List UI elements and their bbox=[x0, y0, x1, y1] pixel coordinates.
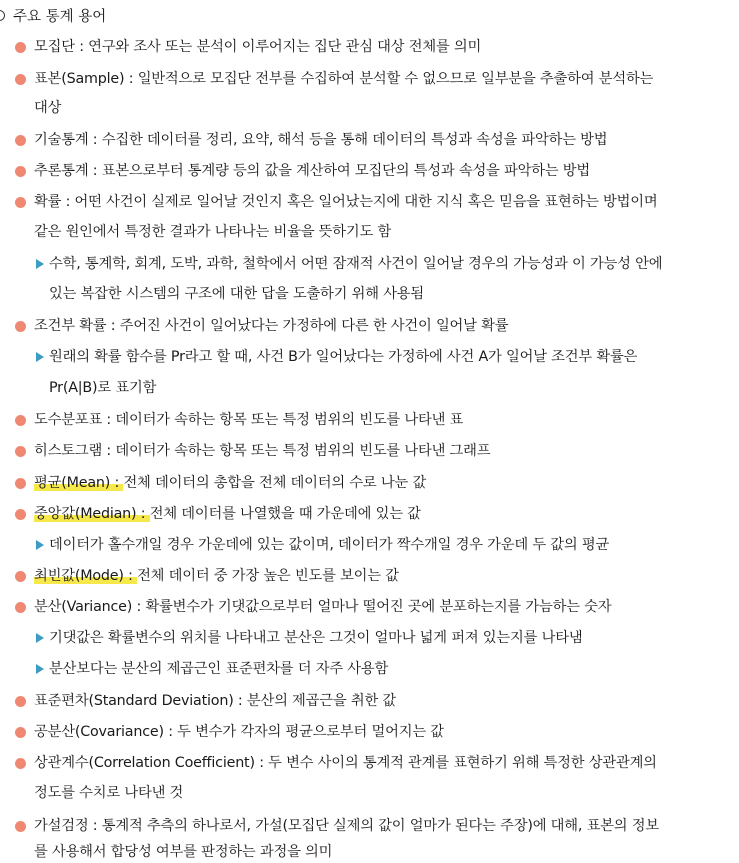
term-name-highlighted: 중앙값(Median) : bbox=[34, 506, 150, 522]
arrow-right-icon bbox=[36, 352, 44, 362]
bullet-dot-icon bbox=[15, 415, 26, 426]
term-histogram bbox=[34, 440, 734, 462]
term-definition: : 표본으로부터 통계량 등의 값을 계산하여 모집단의 특성과 속성을 파악하는 방법 bbox=[88, 163, 591, 179]
term-definition: : 일반적으로 모집단 전부를 수집하여 분석할 수 없으므로 일부분을 추출하여 분석하는 bbox=[124, 71, 654, 87]
bullet-dot-icon bbox=[15, 321, 26, 332]
term-name-highlighted: 평균(Mean) : bbox=[34, 475, 124, 491]
term-mean bbox=[34, 472, 734, 494]
bullet-dot-icon bbox=[15, 821, 26, 832]
variance-note-2: 분산보다는 분산의 제곱근인 표준편차를 더 자주 사용함 bbox=[49, 661, 389, 677]
section-title-text: 주요 통계 용어 bbox=[13, 9, 107, 25]
term-hypothesis-test bbox=[34, 815, 734, 837]
term-probability-continued: 같은 원인에서 특정한 결과가 나타나는 비율을 뜻하기도 함 bbox=[34, 224, 392, 240]
term-name: 표본(Sample) bbox=[34, 71, 125, 87]
probability-note-continued: 있는 복잡한 시스템의 구조에 대한 답을 도출하기 위해 사용됨 bbox=[49, 286, 425, 302]
bullet-dot-icon bbox=[15, 446, 26, 457]
term-name: 표준편차(Standard Deviation) bbox=[34, 693, 234, 709]
bullet-dot-icon bbox=[15, 602, 26, 613]
bullet-dot-icon bbox=[15, 74, 26, 85]
bullet-dot-icon bbox=[15, 42, 26, 53]
term-definition: : 데이터가 속하는 항목 또는 특정 범위의 빈도를 나타낸 표 bbox=[102, 412, 464, 428]
term-descriptive bbox=[34, 129, 734, 151]
term-inferential bbox=[34, 160, 734, 182]
term-definition: : 분산의 제곱근을 취한 값 bbox=[233, 693, 397, 709]
bullet-dot-icon bbox=[15, 478, 26, 489]
bullet-dot-icon bbox=[15, 166, 26, 177]
term-definition: : 주어진 사건이 일어났다는 가정하에 다른 한 사건이 일어날 확률 bbox=[106, 318, 509, 334]
term-definition: : 어떤 사건이 실제로 일어날 것인지 혹은 일어났는지에 대한 지식 혹은 믿음을 표현하는 방법이며 bbox=[61, 194, 658, 210]
bullet-dot-icon bbox=[15, 571, 26, 582]
term-definition: : 두 변수가 각자의 평균으로부터 멀어지는 값 bbox=[163, 724, 444, 740]
term-frequency-table bbox=[34, 409, 734, 431]
term-name: 분산(Variance) bbox=[34, 599, 133, 615]
term-name: 확률 bbox=[34, 194, 62, 210]
median-note: 데이터가 홀수개일 경우 가운데에 있는 값이며, 데이터가 짝수개일 경우 가운데 두 값의 평균 bbox=[49, 537, 610, 553]
term-correlation-continued: 정도를 수치로 나타낸 것 bbox=[34, 785, 184, 801]
term-population bbox=[34, 36, 734, 58]
term-name: 상관계수(Correlation Coefficient) bbox=[34, 755, 255, 771]
term-conditional-probability bbox=[34, 315, 734, 337]
term-name: 가설검정 bbox=[34, 818, 89, 834]
probability-note: 수학, 통계학, 회계, 도박, 과학, 철학에서 어떤 잠재적 사건이 일어날 경우의 가능성과 이 가능성 안에 bbox=[49, 256, 663, 272]
term-name: 히스토그램 bbox=[34, 443, 103, 459]
term-sample-continued: 대상 bbox=[34, 100, 62, 116]
term-name: 공분산(Covariance) bbox=[34, 724, 164, 740]
term-definition: 전체 데이터 중 가장 높은 빈도를 보이는 값 bbox=[137, 568, 399, 584]
term-definition: : 확률변수가 기댓값으로부터 얼마나 떨어진 곳에 분포하는지를 가늠하는 숫자 bbox=[132, 599, 612, 615]
term-mode bbox=[34, 565, 734, 587]
conditional-note: 원래의 확률 함수를 Pr라고 할 때, 사건 B가 일어났다는 가정하에 사건 A가 일어날 조건부 확률은 bbox=[49, 349, 638, 365]
term-definition: : 데이터가 속하는 항목 또는 특정 범위의 빈도를 나타낸 그래프 bbox=[102, 443, 491, 459]
arrow-right-icon bbox=[36, 664, 44, 674]
term-definition: 전체 데이터를 나열했을 때 가운데에 있는 값 bbox=[149, 506, 421, 522]
bullet-dot-icon bbox=[15, 696, 26, 707]
term-covariance bbox=[34, 721, 734, 743]
bullet-dot-icon bbox=[15, 135, 26, 146]
variance-note-1: 기댓값은 확률변수의 위치를 나타내고 분산은 그것이 얼마나 넓게 퍼져 있는지를 나타냄 bbox=[49, 630, 583, 646]
term-standard-deviation bbox=[34, 690, 734, 712]
term-name: 모집단 bbox=[34, 39, 75, 55]
term-definition: : 통계적 추측의 하나로서, 가설(모집단 실제의 값이 얼마가 된다는 주장)에 대해, 표본의 정보 bbox=[88, 818, 659, 834]
term-definition: : 수집한 데이터를 정리, 요약, 해석 등을 통해 데이터의 특성과 속성을 파악하는 방법 bbox=[88, 132, 608, 148]
term-median bbox=[34, 503, 734, 525]
term-name: 기술통계 bbox=[34, 132, 89, 148]
bullet-dot-icon bbox=[15, 727, 26, 738]
bullet-dot-icon bbox=[15, 197, 26, 208]
term-variance bbox=[34, 596, 734, 618]
bullet-dot-icon bbox=[15, 509, 26, 520]
arrow-right-icon bbox=[36, 259, 44, 269]
term-sample bbox=[34, 68, 734, 90]
arrow-right-icon bbox=[36, 540, 44, 550]
arrow-right-icon bbox=[36, 633, 44, 643]
term-probability bbox=[34, 191, 734, 213]
bullet-dot-icon bbox=[15, 758, 26, 769]
term-correlation bbox=[34, 752, 734, 774]
term-name: 도수분포표 bbox=[34, 412, 103, 428]
term-definition: : 두 변수 사이의 통계적 관계를 표현하기 위해 특정한 상관관계의 bbox=[254, 755, 657, 771]
term-name-highlighted: 최빈값(Mode) : bbox=[34, 568, 138, 584]
term-definition: : 연구와 조사 또는 분석이 이루어지는 집단 관심 대상 전체를 의미 bbox=[74, 39, 482, 55]
term-definition: 전체 데이터의 총합을 전체 데이터의 수로 나눈 값 bbox=[123, 475, 427, 491]
term-name: 조건부 확률 bbox=[34, 318, 107, 334]
conditional-note-continued: Pr(A|B)로 표기함 bbox=[49, 380, 157, 396]
term-hypothesis-test-continued: 를 사용해서 합당성 여부를 판정하는 과정을 의미 bbox=[34, 844, 333, 860]
circle-bullet-icon bbox=[0, 10, 5, 21]
term-name: 추론통계 bbox=[34, 163, 89, 179]
section-title bbox=[0, 6, 106, 28]
